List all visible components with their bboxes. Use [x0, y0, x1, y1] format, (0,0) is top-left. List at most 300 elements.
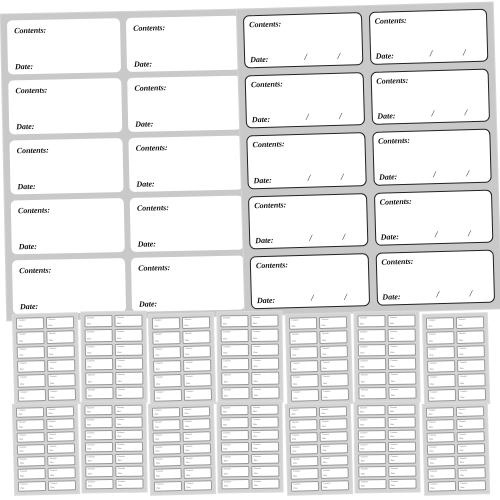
mini-sticker-label: [182, 316, 210, 329]
mini-contents-label: Contents: [360, 419, 368, 422]
mini-date-label: Date: [48, 413, 53, 416]
mini-sticker-label: [153, 360, 181, 373]
mini-contents-label: Contents: [390, 443, 398, 446]
mini-date-label: Date: [156, 475, 161, 478]
mini-contents-label: Contents: [223, 374, 231, 377]
mini-contents-label: Contents: [117, 455, 125, 459]
mini-sticker-label: [290, 432, 318, 443]
mini-date-label: Date: [50, 474, 55, 477]
mini-contents-label: Contents: [155, 434, 163, 437]
mini-contents-label: Contents: [458, 408, 466, 411]
mini-date-label: Date: [428, 325, 433, 329]
mini-sticker-label: [358, 329, 386, 342]
mini-date-label: Date: [460, 396, 465, 399]
mini-sticker-label: [220, 315, 248, 328]
mini-sticker-label: [456, 419, 484, 430]
mini-sticker-label: [17, 360, 45, 373]
mini-contents-label: Contents: [185, 433, 193, 436]
mini-date-label: Date: [117, 337, 122, 340]
mini-sticker-label: [85, 454, 113, 465]
mini-date-label: Date: [292, 463, 297, 466]
mini-contents-label: Contents: [48, 318, 56, 321]
mini-date-label: Date: [458, 425, 463, 428]
mini-sticker-label: [428, 481, 456, 492]
date-label: Date:: [19, 301, 39, 312]
date-label: Date:: [18, 241, 37, 252]
mini-sticker-label: [47, 443, 75, 454]
sticker-label: [11, 198, 125, 254]
mini-contents-label: Contents: [321, 318, 329, 321]
mini-date-label: Date: [390, 337, 395, 340]
mini-contents-label: Contents: [253, 388, 262, 391]
mini-date-label: Date: [429, 463, 434, 466]
date-label: Date:: [251, 115, 271, 125]
mini-sticker-label: [387, 315, 415, 328]
mini-sticker-label: [115, 372, 143, 385]
mini-sticker-label: [291, 389, 319, 402]
mini-label-sheet: [423, 313, 489, 405]
mini-sticker-label: [115, 343, 143, 356]
date-label: Date:: [138, 299, 158, 309]
mini-sticker-label: [321, 468, 349, 479]
mini-date-label: Date: [154, 325, 159, 329]
mini-sticker-label: [457, 345, 485, 358]
mini-sticker-label: [183, 443, 211, 454]
mini-date-label: Date: [458, 413, 463, 416]
sticker-label: [375, 249, 495, 305]
mini-date-label: Date: [19, 368, 24, 372]
mini-sticker-label: [457, 455, 485, 466]
mini-date-label: Date: [293, 475, 298, 478]
mini-date-label: Date: [87, 411, 91, 414]
mini-contents-label: Contents: [87, 360, 95, 363]
mini-contents-label: Contents: [117, 419, 125, 422]
contents-label: Contents:: [14, 25, 47, 36]
sticker-label: [9, 138, 123, 194]
mini-contents-label: Contents: [184, 421, 192, 424]
mini-sticker-label: [115, 386, 143, 399]
mini-date-label: Date: [390, 366, 395, 369]
mini-sticker-label: [115, 466, 143, 477]
mini-sticker-label: [85, 329, 113, 342]
date-label: Date:: [256, 295, 276, 306]
mini-label-sheet: [13, 313, 79, 405]
mini-sticker-label: [48, 388, 76, 401]
mini-sticker-label: [358, 372, 386, 385]
mini-contents-label: Contents: [19, 458, 27, 461]
mini-sticker-label: [251, 429, 279, 440]
mini-date-label: Date: [292, 354, 297, 357]
mini-sticker-label: [320, 359, 348, 372]
mini-date-label: Date: [292, 450, 297, 453]
mini-contents-label: Contents: [116, 316, 125, 319]
mini-date-label: Date: [223, 337, 228, 341]
mini-contents-label: Contents: [184, 408, 192, 411]
mini-date-label: Date: [19, 450, 24, 453]
date-label: Date:: [380, 231, 400, 242]
mini-contents-label: Contents: [321, 421, 329, 424]
mini-date-label: Date: [18, 325, 23, 329]
mini-date-label: Date: [117, 423, 122, 426]
mini-date-label: Date: [390, 380, 395, 383]
mini-date-label: Date: [184, 325, 189, 328]
mini-date-label: Date: [254, 484, 258, 487]
mini-date-label: Date: [87, 448, 92, 451]
contents-label: Contents:: [138, 263, 171, 273]
mini-contents-label: Contents: [291, 409, 299, 412]
mini-contents-label: Contents: [184, 318, 192, 321]
mini-contents-label: Contents: [20, 470, 28, 474]
mini-date-label: Date: [19, 354, 24, 357]
mini-date-label: Date: [87, 366, 92, 369]
date-separator: /: [305, 112, 309, 123]
mini-contents-label: Contents: [185, 361, 193, 364]
mini-sticker-label: [46, 419, 74, 430]
mini-sticker-label: [183, 455, 211, 466]
mini-date-label: Date: [430, 397, 435, 400]
mini-date-label: Date: [459, 449, 464, 453]
mini-contents-label: Contents: [185, 376, 194, 379]
mini-sticker-label: [17, 346, 45, 359]
mini-sticker-label: [182, 419, 210, 430]
mini-date-label: Date: [360, 448, 365, 451]
mini-contents-label: Contents: [293, 391, 301, 394]
mini-date-label: Date: [49, 353, 54, 356]
mini-sticker-label: [291, 481, 319, 492]
mini-contents-label: Contents: [323, 482, 331, 485]
date-label: Date:: [16, 121, 35, 132]
mini-sticker-label: [388, 358, 416, 371]
sticker-label: [243, 12, 363, 68]
mini-contents-label: Contents: [155, 362, 163, 365]
contents-label: Contents:: [379, 196, 412, 207]
mini-date-label: Date: [390, 323, 394, 326]
mini-contents-label: Contents: [253, 443, 261, 446]
mini-date-label: Date: [87, 323, 91, 326]
mini-sticker-label: [358, 387, 386, 400]
mini-contents-label: Contents: [292, 348, 300, 351]
mini-sticker-label: [16, 419, 44, 430]
mini-date-label: Date: [185, 449, 190, 453]
mini-sticker-label: [427, 346, 455, 359]
mini-sticker-label: [320, 455, 348, 466]
sticker-label: [128, 136, 242, 192]
mini-date-label: Date: [323, 396, 328, 399]
mini-contents-label: Contents: [389, 316, 398, 319]
mini-sticker-label: [47, 374, 75, 387]
mini-date-label: Date: [253, 380, 258, 383]
mini-date-label: Date: [323, 382, 328, 385]
mini-sticker-label: [426, 407, 454, 418]
mini-date-label: Date: [292, 438, 297, 441]
mini-label-sheet: [81, 312, 146, 403]
mini-date-label: Date: [322, 449, 327, 453]
mini-contents-label: Contents: [460, 482, 468, 485]
mini-date-label: Date: [360, 352, 365, 355]
mini-sticker-label: [320, 374, 348, 387]
mini-contents-label: Contents: [117, 480, 126, 483]
mini-contents-label: Contents: [223, 468, 231, 471]
mini-date-label: Date: [360, 366, 365, 369]
mini-sticker-label: [221, 466, 249, 477]
mini-date-label: Date: [223, 323, 227, 326]
date-label: Date:: [250, 54, 269, 65]
mini-date-label: Date: [19, 463, 24, 466]
mini-sticker-label: [426, 419, 454, 430]
mini-contents-label: Contents: [49, 376, 58, 379]
mini-date-label: Date: [429, 438, 434, 441]
mini-date-label: Date: [360, 380, 365, 384]
mini-date-label: Date: [20, 383, 25, 386]
mini-sticker-label: [47, 359, 75, 372]
mini-date-label: Date: [184, 339, 189, 342]
mini-sticker-label: [153, 456, 181, 467]
mini-contents-label: Contents: [253, 431, 261, 434]
mini-date-label: Date: [361, 485, 365, 488]
mini-sticker-label: [250, 405, 278, 416]
mini-contents-label: Contents: [292, 446, 300, 449]
mini-sticker-label: [48, 468, 76, 479]
mini-date-label: Date: [292, 368, 297, 372]
mini-date-label: Date: [184, 425, 189, 428]
mini-date-label: Date: [49, 437, 54, 440]
mini-date-label: Date: [321, 325, 326, 328]
mini-sticker-label: [358, 442, 386, 453]
mini-date-label: Date: [360, 337, 365, 341]
mini-date-label: Date: [117, 460, 122, 463]
mini-contents-label: Contents: [253, 374, 261, 377]
mini-date-label: Date: [390, 460, 395, 463]
mini-contents-label: Contents: [429, 376, 438, 380]
mini-sticker-label: [115, 454, 143, 465]
mini-contents-label: Contents: [18, 333, 27, 337]
date-separator: /: [466, 167, 470, 178]
contents-label: Contents:: [254, 199, 287, 210]
mini-date-label: Date: [87, 337, 92, 341]
mini-contents-label: Contents: [87, 388, 96, 392]
mini-sticker-label: [251, 441, 279, 452]
date-separator: /: [464, 107, 468, 118]
mini-contents-label: Contents: [428, 421, 436, 424]
mini-date-label: Date: [185, 368, 190, 371]
mini-date-label: Date: [459, 437, 464, 440]
mini-date-label: Date: [186, 474, 191, 477]
mini-label-sheet: [149, 313, 215, 405]
mini-contents-label: Contents: [459, 445, 467, 448]
mini-date-label: Date: [49, 449, 54, 453]
mini-date-label: Date: [155, 354, 160, 357]
label-sheet-plain: [1, 9, 251, 320]
mini-contents-label: Contents: [49, 445, 57, 448]
mini-date-label: Date: [117, 323, 121, 326]
mini-contents-label: Contents: [322, 457, 330, 461]
mini-sticker-label: [290, 374, 318, 387]
mini-date-label: Date: [458, 325, 463, 328]
mini-date-label: Date: [253, 460, 258, 463]
mini-date-label: Date: [223, 352, 228, 355]
mini-contents-label: Contents: [360, 480, 369, 484]
mini-date-label: Date: [321, 425, 326, 428]
mini-sticker-label: [388, 466, 416, 477]
date-label: Date:: [133, 59, 153, 69]
mini-sticker-label: [182, 331, 210, 344]
mini-sticker-label: [18, 389, 46, 402]
mini-contents-label: Contents: [458, 318, 466, 321]
mini-contents-label: Contents: [360, 431, 368, 434]
mini-sticker-label: [358, 466, 386, 477]
sticker-label: [12, 258, 126, 314]
mini-contents-label: Contents: [154, 319, 162, 322]
date-label: Date:: [255, 235, 274, 245]
date-label: Date:: [136, 179, 155, 189]
mini-contents-label: Contents: [293, 483, 301, 486]
mini-contents-label: Contents: [86, 407, 95, 410]
mini-date-label: Date: [291, 325, 296, 329]
mini-sticker-label: [388, 454, 416, 465]
mini-contents-label: Contents: [156, 483, 164, 486]
mini-date-label: Date: [253, 448, 258, 451]
mini-sticker-label: [154, 481, 182, 492]
mini-contents-label: Contents: [458, 421, 466, 424]
mini-contents-label: Contents: [87, 468, 95, 471]
mini-sticker-label: [182, 406, 210, 417]
mini-date-label: Date: [223, 473, 228, 476]
mini-date-label: Date: [154, 426, 159, 429]
mini-sticker-label: [46, 316, 74, 329]
mini-sticker-label: [290, 360, 318, 373]
mini-sticker-label: [46, 406, 74, 417]
mini-sticker-label: [358, 344, 386, 357]
mini-date-label: Date: [223, 411, 227, 414]
mini-date-label: Date: [155, 340, 159, 343]
mini-label-sheet: [217, 312, 282, 403]
date-separator: /: [342, 231, 346, 242]
mini-contents-label: Contents: [323, 390, 331, 393]
mini-sticker-label: [456, 331, 484, 344]
date-separator: /: [469, 288, 473, 299]
mini-contents-label: Contents: [117, 431, 125, 434]
mini-sticker-label: [17, 432, 45, 443]
mini-contents-label: Contents: [49, 347, 57, 350]
mini-sticker-label: [319, 406, 347, 417]
mini-date-label: Date: [48, 425, 53, 428]
contents-label: Contents:: [255, 260, 289, 270]
sticker-label: [248, 193, 368, 249]
mini-contents-label: Contents: [186, 482, 194, 485]
sticker-label: [127, 76, 241, 132]
mini-sticker-label: [358, 430, 386, 441]
mini-date-label: Date: [430, 475, 435, 478]
mini-sticker-label: [427, 444, 455, 455]
mini-contents-label: Contents: [222, 407, 231, 410]
mini-contents-label: Contents: [460, 390, 468, 393]
mini-contents-label: Contents: [459, 376, 468, 379]
mini-contents-label: Contents: [429, 446, 437, 449]
mini-sticker-label: [427, 456, 455, 467]
mini-contents-label: Contents: [322, 433, 330, 436]
mini-date-label: Date: [49, 368, 54, 371]
mini-sticker-label: [428, 468, 456, 479]
contents-label: Contents:: [249, 19, 282, 30]
mini-contents-label: Contents: [117, 345, 125, 348]
date-label: Date:: [253, 175, 272, 185]
mini-contents-label: Contents: [223, 431, 231, 434]
mini-contents-label: Contents: [360, 468, 368, 471]
mini-contents-label: Contents: [390, 468, 398, 471]
mini-date-label: Date: [321, 339, 326, 342]
mini-date-label: Date: [460, 486, 465, 489]
mini-date-label: Date: [155, 463, 160, 466]
mini-sticker-label: [85, 358, 113, 371]
mini-sticker-label: [388, 429, 416, 440]
date-separator: /: [304, 51, 308, 62]
mini-date-label: Date: [460, 382, 465, 385]
mini-date-label: Date: [18, 426, 23, 429]
mini-sticker-label: [85, 417, 113, 428]
mini-sticker-label: [152, 407, 180, 418]
mini-contents-label: Contents: [390, 331, 398, 334]
contents-label: Contents:: [376, 76, 409, 86]
mini-date-label: Date: [20, 475, 25, 478]
mini-contents-label: Contents: [321, 333, 330, 336]
mini-date-label: Date: [459, 462, 464, 465]
mini-date-label: Date: [391, 394, 395, 397]
mini-contents-label: Contents: [19, 434, 27, 437]
mini-date-label: Date: [155, 450, 160, 453]
mini-sticker-label: [456, 316, 484, 329]
mini-sticker-label: [16, 407, 44, 418]
mini-contents-label: Contents: [87, 456, 95, 459]
mini-sticker-label: [388, 441, 416, 452]
mini-date-label: Date: [429, 368, 434, 372]
mini-date-label: Date: [117, 435, 122, 438]
mini-sticker-label: [458, 468, 486, 479]
mini-contents-label: Contents: [429, 434, 437, 437]
contents-label: Contents:: [17, 205, 51, 216]
mini-sticker-label: [183, 345, 211, 358]
contents-label: Contents:: [252, 139, 285, 150]
mini-label-sheet: [286, 403, 352, 495]
date-label: Date:: [137, 239, 156, 249]
mini-contents-label: Contents: [390, 345, 398, 348]
mini-sticker-label: [221, 372, 249, 385]
mini-contents-label: Contents: [117, 359, 125, 362]
mini-sticker-label: [17, 374, 45, 387]
mini-contents-label: Contents: [291, 333, 300, 337]
mini-sticker-label: [427, 374, 455, 387]
mini-contents-label: Contents: [253, 455, 261, 459]
mini-sticker-label: [115, 329, 143, 342]
mini-sticker-label: [457, 431, 485, 442]
mini-sticker-label: [184, 468, 212, 479]
mini-sticker-label: [290, 444, 318, 455]
contents-label: Contents:: [134, 83, 167, 93]
mini-sticker-label: [184, 480, 212, 491]
mini-contents-label: Contents: [321, 408, 329, 411]
contents-label: Contents:: [381, 256, 414, 267]
mini-contents-label: Contents: [87, 431, 95, 434]
mini-contents-label: Contents: [87, 331, 95, 334]
mini-date-label: Date: [428, 426, 433, 429]
mini-sticker-label: [220, 405, 248, 416]
mini-sticker-label: [46, 331, 74, 344]
mini-contents-label: Contents: [252, 406, 261, 409]
mini-sticker-label: [251, 454, 279, 465]
date-label: Date:: [135, 119, 154, 129]
mini-contents-label: Contents: [154, 421, 162, 424]
mini-sticker-label: [16, 331, 44, 344]
sticker-label: [7, 18, 121, 74]
